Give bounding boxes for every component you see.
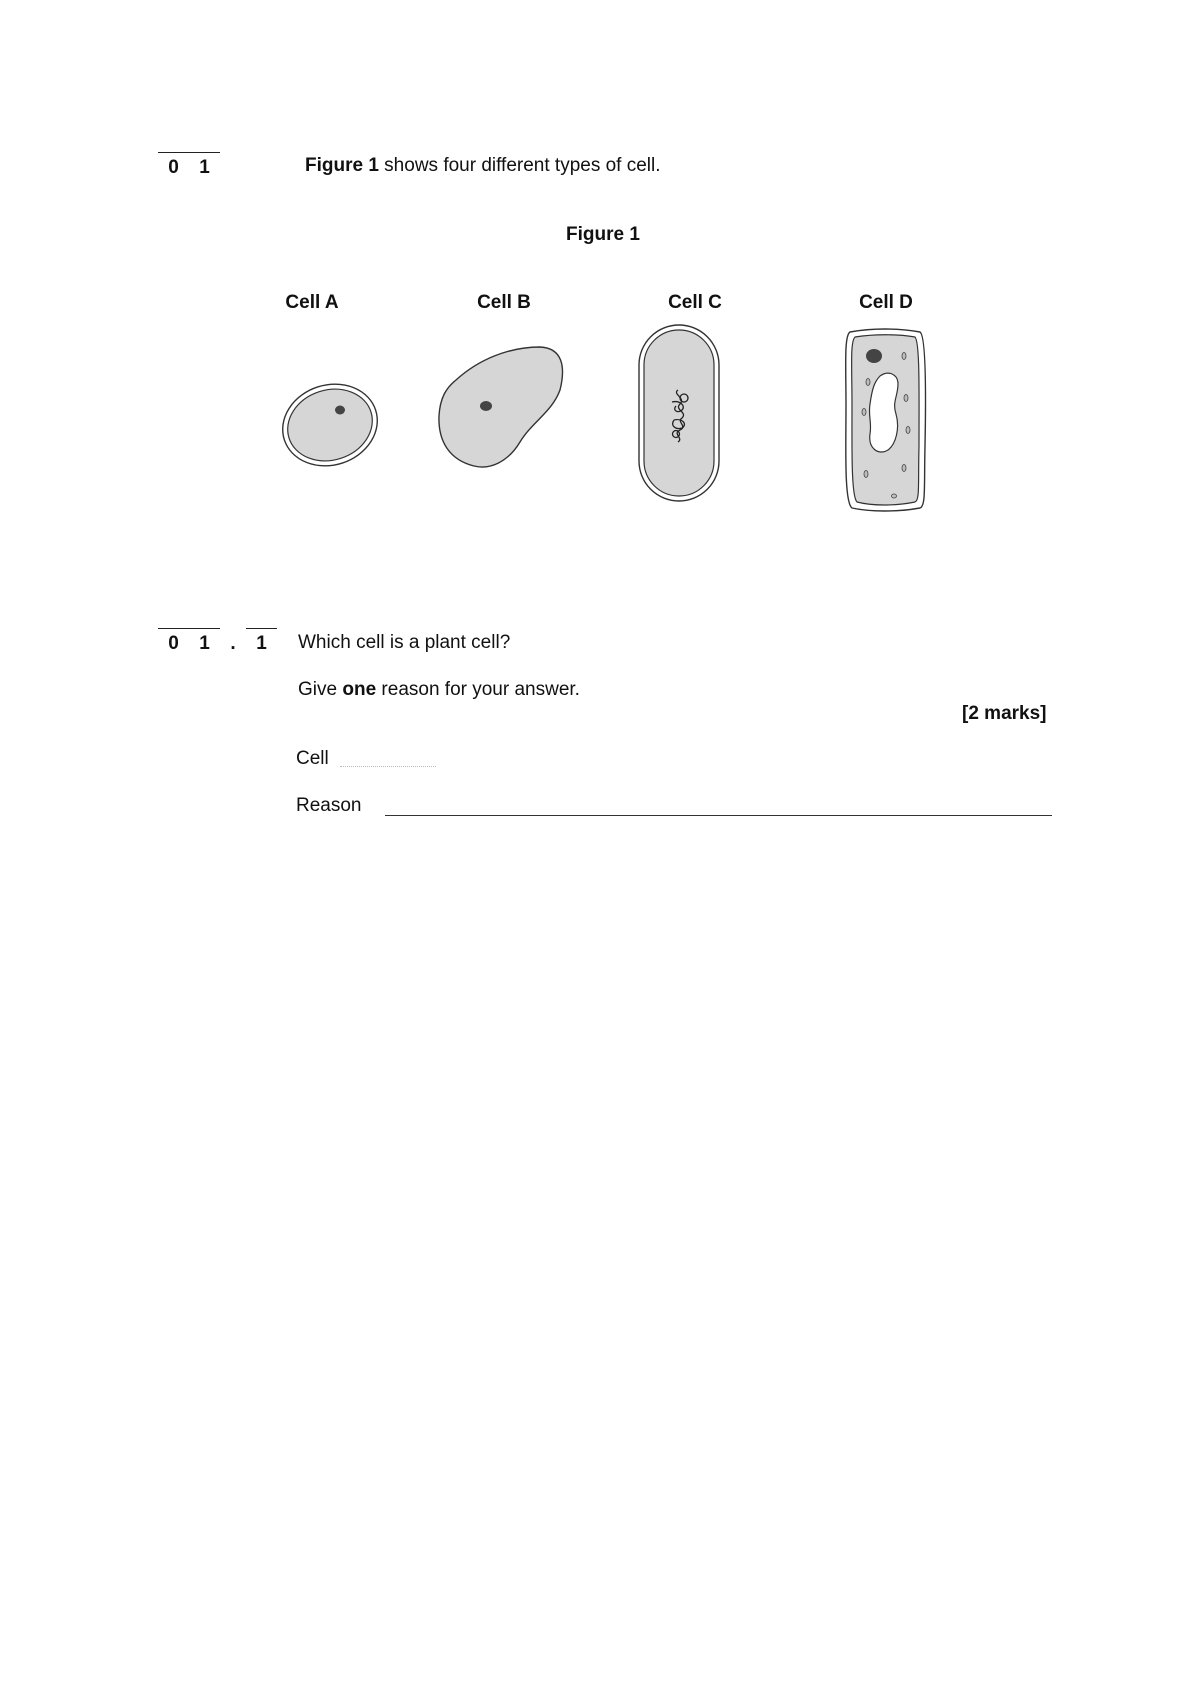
instruction-emphasis: one [342,679,377,700]
answer-reason-label: Reason [296,795,362,816]
cell-a-label: Cell A [285,292,339,313]
subquestion-digit-2: 1 [199,633,210,654]
cell-b-icon [436,342,568,472]
answer-cell-label: Cell [296,748,329,769]
marks-allocation: [2 marks] [962,703,1047,724]
subquestion-part-digit: 1 [256,633,267,654]
subquestion-part-box [246,628,277,655]
question-digit-1: 0 [168,157,179,178]
question-intro [305,155,661,177]
cell-b-label: Cell B [477,292,531,313]
cell-d-icon [842,326,928,512]
cell-d-label: Cell D [859,292,913,313]
question-number-box [158,152,220,179]
instruction-pre: Give [298,679,343,700]
cell-a-icon [278,380,382,472]
cell-c-icon [636,322,722,504]
question-intro-text: shows four different types of cell. [378,155,661,176]
answer-reason-field[interactable] [385,815,1052,816]
subquestion-number-box [158,628,220,655]
cell-c-label: Cell C [668,292,722,313]
cell-a-nucleus [335,406,345,415]
subquestion-separator: . [230,633,236,654]
question-number [158,152,220,179]
figure-title: Figure 1 [566,224,640,245]
subquestion-prompt: Which cell is a plant cell? [298,632,511,653]
instruction-post: reason for your answer. [376,679,580,700]
cell-b-nucleus [480,401,492,411]
cell-d-nucleus [866,349,882,363]
question-intro-figure-ref: Figure 1 [305,155,379,176]
answer-cell-field[interactable] [340,766,436,767]
subquestion-digit-1: 0 [168,633,179,654]
question-digit-2: 1 [199,157,210,178]
subquestion-instruction [298,679,580,701]
cell-d-vacuole [869,373,898,452]
subquestion-number [158,628,277,655]
